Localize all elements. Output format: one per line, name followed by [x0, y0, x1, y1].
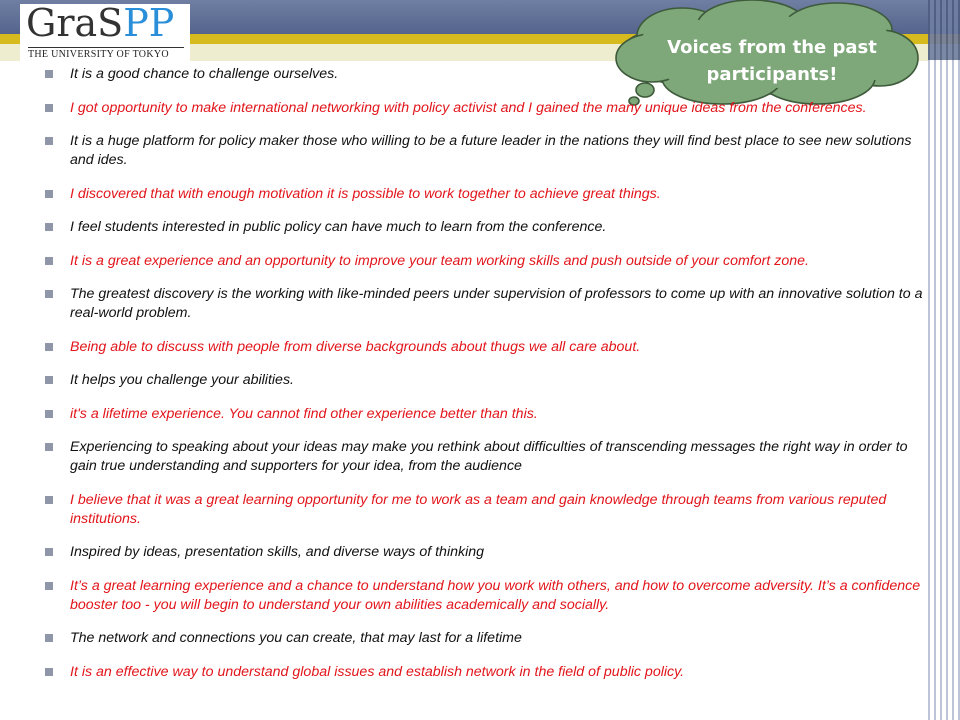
- logo-wordmark: [26, 2, 174, 44]
- square-bullet-icon: [45, 70, 53, 78]
- square-bullet-icon: [45, 668, 53, 676]
- square-bullet-icon: [45, 410, 53, 418]
- quote-text: It is an effective way to understand global issues and establish network in the field of public policy.: [70, 663, 685, 680]
- quote-item: [44, 491, 924, 529]
- square-bullet-icon: [45, 634, 53, 642]
- quote-text: I believe that it was a great learning opportunity for me to work as a team and gain knowledge through teams from various reputed institutions.: [70, 491, 887, 527]
- quote-text: Being able to discuss with people from diverse backgrounds about thugs we all care about.: [70, 338, 641, 355]
- quote-item: [44, 338, 924, 357]
- logo-prefix: GraS: [26, 1, 124, 45]
- square-bullet-icon: [45, 376, 53, 384]
- quote-item: [44, 132, 924, 170]
- square-bullet-icon: [45, 190, 53, 198]
- quote-text: It is a great experience and an opportunity to improve your team working skills and push outside of your comfort zone.: [70, 252, 809, 269]
- quote-text: I got opportunity to make international networking with policy activist and I gained the many unique ideas from the conferences.: [70, 99, 867, 116]
- quote-text: It helps you challenge your abilities.: [70, 372, 294, 388]
- quote-text: It’s a great learning experience and a chance to understand how you work with others, and how to overcome adversity. It’s a confidence booster too - you will begin to understand your own abilities academically and socially.: [70, 577, 921, 613]
- quote-item: [44, 663, 924, 682]
- quote-item: [44, 543, 924, 562]
- quote-item: [44, 185, 924, 204]
- square-bullet-icon: [45, 104, 53, 112]
- quote-text: The network and connections you can create, that may last for a lifetime: [70, 630, 522, 646]
- callout-line-2: participants!: [706, 64, 838, 85]
- square-bullet-icon: [45, 343, 53, 351]
- square-bullet-icon: [45, 257, 53, 265]
- quote-text: The greatest discovery is the working with like-minded peers under supervision of professors to come up with an innovative solution to a real-world problem.: [70, 286, 923, 321]
- decorative-stripes: [928, 0, 960, 720]
- quote-item: [44, 577, 924, 615]
- quote-item: [44, 252, 924, 271]
- quote-text: Inspired by ideas, presentation skills, and diverse ways of thinking: [70, 544, 485, 560]
- quote-item: [44, 629, 924, 648]
- quote-item: [44, 285, 924, 323]
- quote-text: I feel students interested in public policy can have much to learn from the conference.: [70, 219, 607, 235]
- quote-item: [44, 65, 924, 84]
- callout-line-1: Voices from the past: [667, 37, 877, 58]
- square-bullet-icon: [45, 137, 53, 145]
- square-bullet-icon: [45, 582, 53, 590]
- square-bullet-icon: [45, 443, 53, 451]
- quote-item: [44, 438, 924, 476]
- logo-subtitle: THE UNIVERSITY OF TOKYO: [28, 49, 169, 60]
- square-bullet-icon: [45, 548, 53, 556]
- square-bullet-icon: [45, 290, 53, 298]
- logo-suffix: PP: [123, 1, 175, 45]
- quote-item: [44, 99, 924, 118]
- quote-list: [44, 65, 924, 696]
- quote-item: [44, 405, 924, 424]
- logo-rule: [28, 47, 184, 48]
- quote-item: [44, 218, 924, 237]
- quote-text: It is a huge platform for policy maker those who willing to be a future leader in the nations they will find best place to see new solutions and ides.: [70, 133, 912, 168]
- square-bullet-icon: [45, 496, 53, 504]
- quote-item: [44, 371, 924, 390]
- quote-text: it's a lifetime experience. You cannot find other experience better than this.: [70, 405, 538, 422]
- quote-text: It is a good chance to challenge ourselves.: [70, 66, 339, 82]
- square-bullet-icon: [45, 223, 53, 231]
- quote-text: Experiencing to speaking about your ideas may make you rethink about difficulties of transcending messages the right way in order to gain true understanding and supporters for your idea, from the audience: [70, 439, 908, 474]
- quote-text: I discovered that with enough motivation it is possible to work together to achieve great things.: [70, 185, 661, 202]
